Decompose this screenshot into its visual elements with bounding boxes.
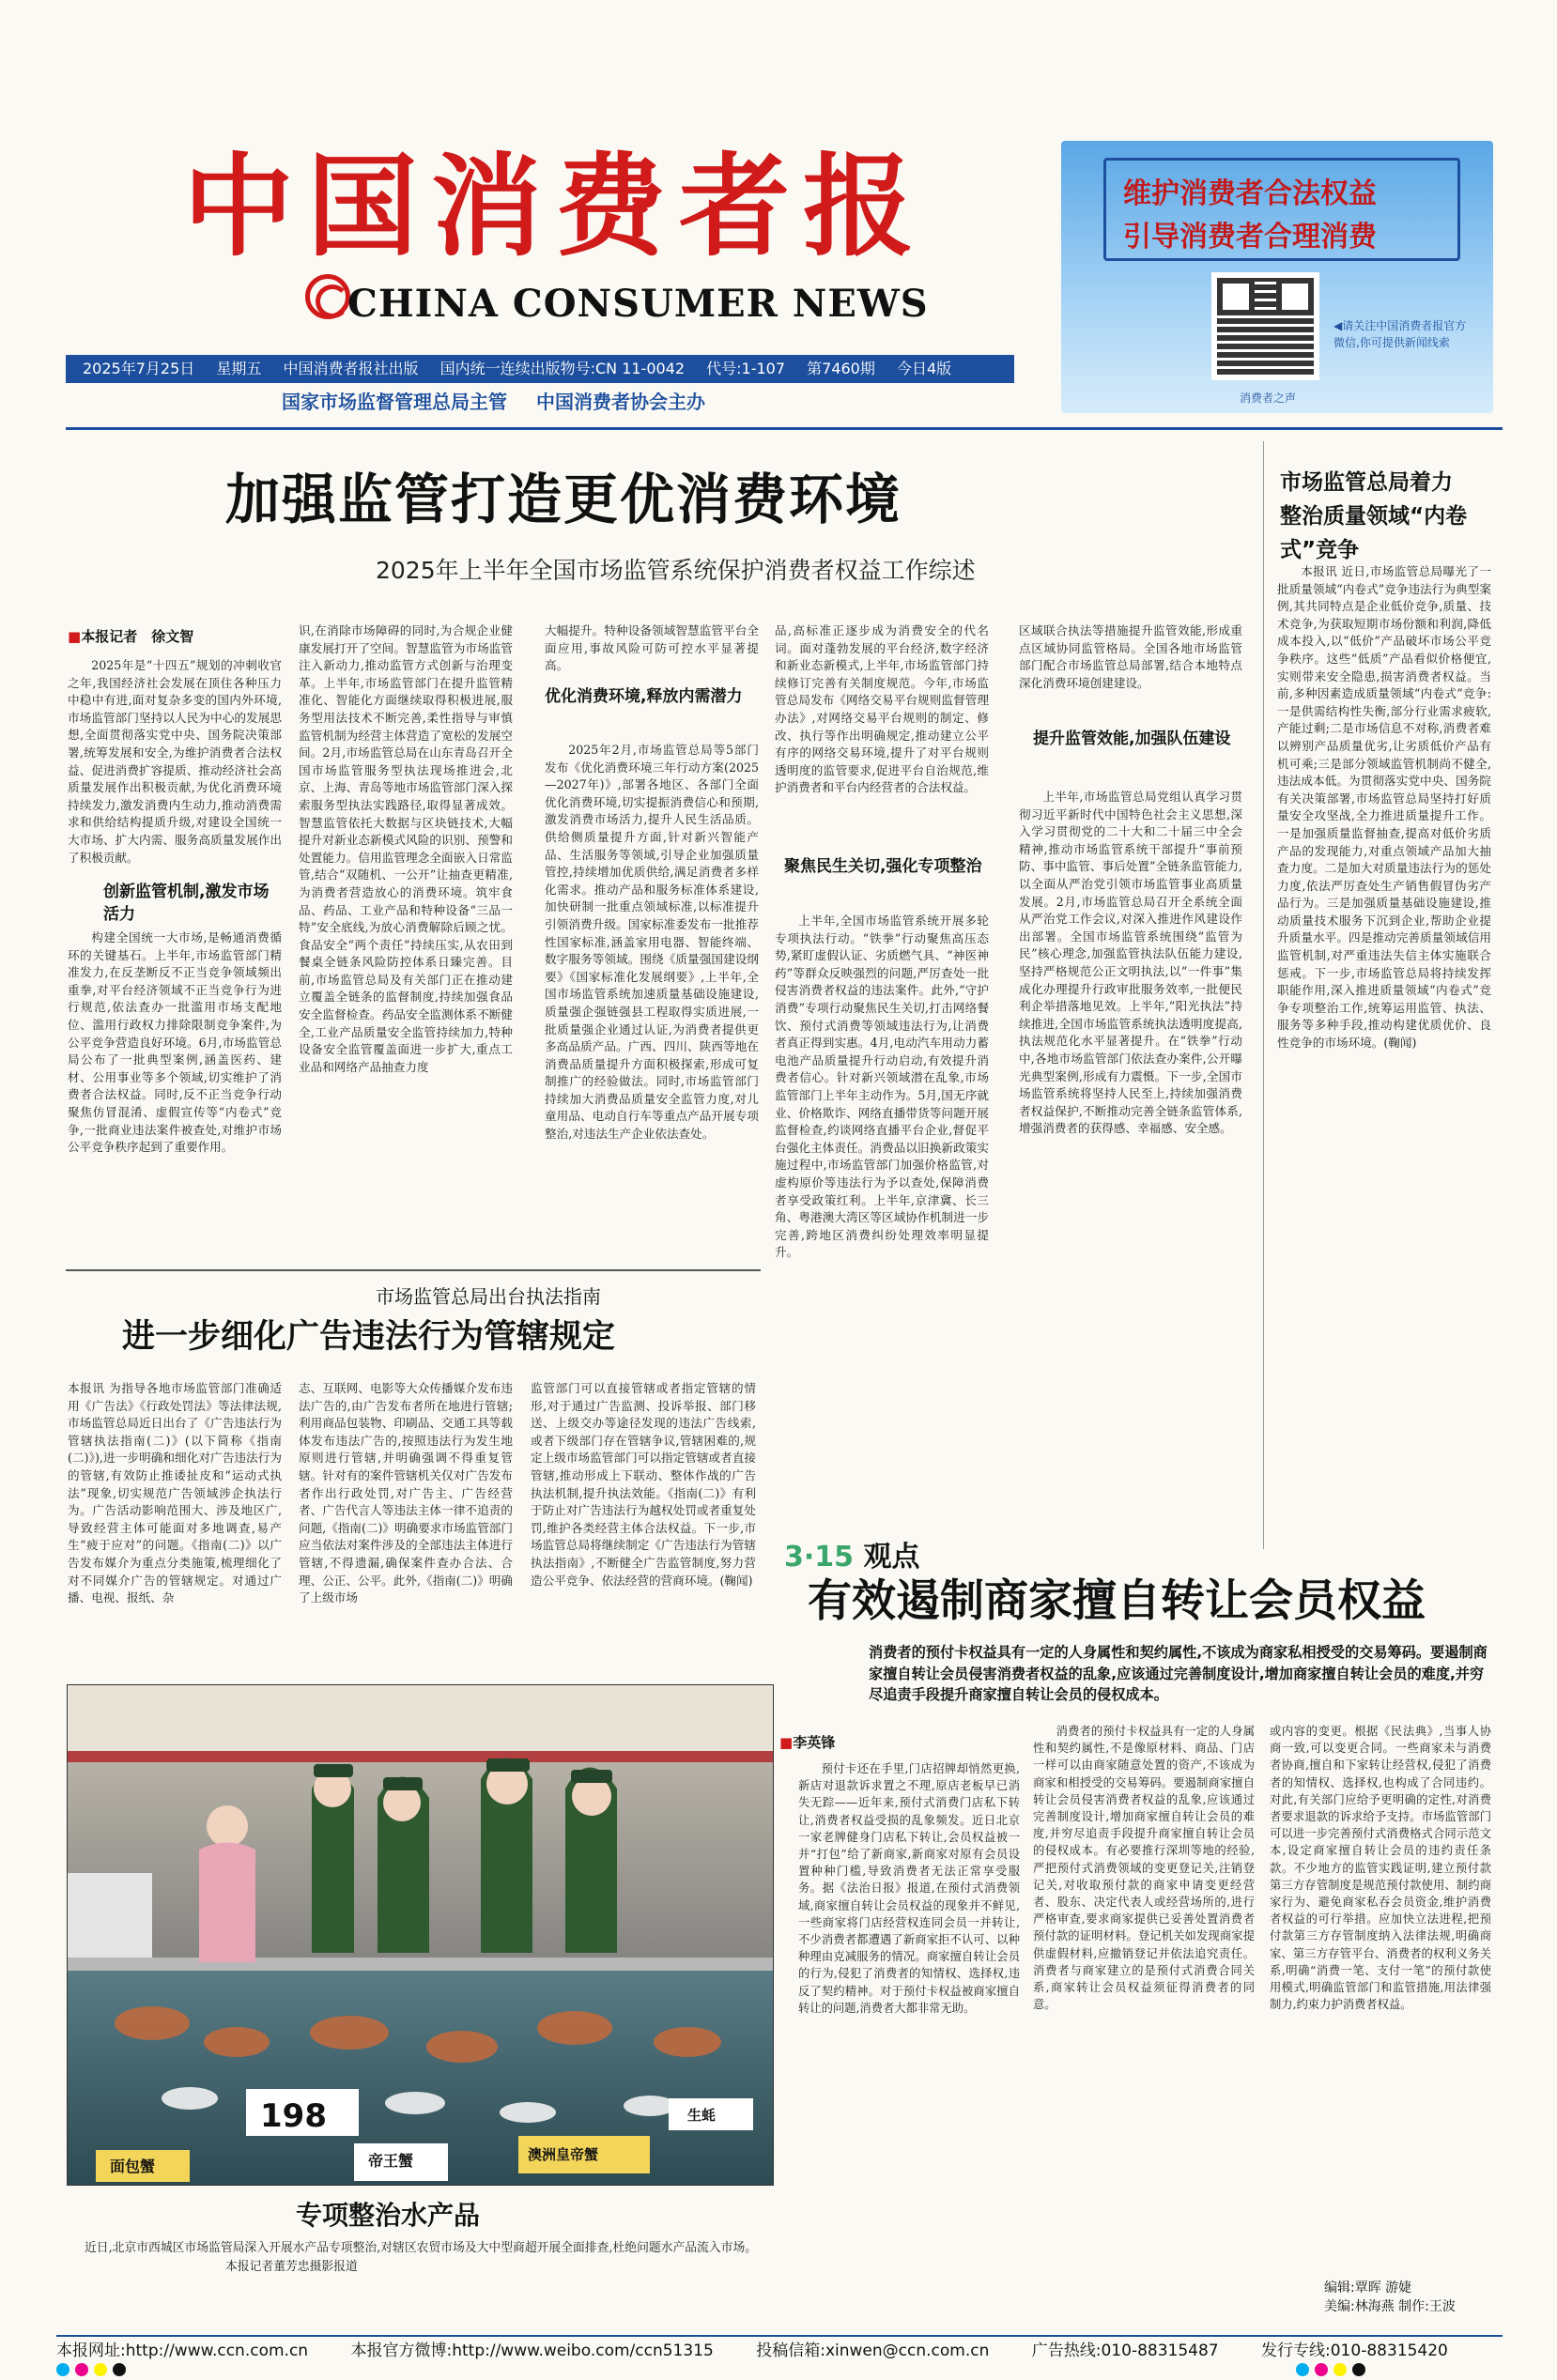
sign-1: 面包蟹: [110, 2157, 156, 2175]
price-sign: 198: [260, 2097, 327, 2135]
issue-weekday: 星期五: [216, 360, 262, 377]
sign-3: 澳洲皇帝蟹: [528, 2146, 599, 2163]
opinion-col1: 预付卡还在手里,门店招牌却悄然更换,新店对退款诉求置之不理,原店老板早已消失无踪——近年来,预付式消费门店私下转让,消费者权益受损的乱象频发。近日北京一家老牌健身门店私下转让,会员权益被一并“打包”给了新商家,新商家对原有会员设置种种门槛,导致消费者无法正常享受服务。据《法治日报》报道,在预付式消费领域,商家擅自转让会员权益的现象并不鲜见,一些商家将门店经营权连同会员一并转让,不少消费者都遭遇了新商家拒不认可、以种种理由克减服务的情况。商家擅自转让会员的行为,侵犯了消费者的知情权、选择权,违反了契约精神。对于预付卡权益被商家擅自转让的问题,消费者大都非常无助。: [798, 1762, 1020, 2015]
issue-number: 第7460期: [807, 360, 875, 377]
footer-web[interactable]: 本报网址:http://www.ccn.com.cn: [56, 2342, 309, 2360]
masthead-title: 中国消费者报: [183, 141, 928, 271]
ccn-logo-icon: [305, 274, 350, 319]
footer-weibo[interactable]: 本报官方微博:http://www.weibo.com/ccn51315: [350, 2342, 714, 2360]
editors: [1324, 2279, 1456, 2316]
promo-banner: [1061, 141, 1493, 413]
main-col5b: 上半年,市场监管总局党组认真学习贯彻习近平新时代中国特色社会主义思想,深入学习贯彻党的二十大和二十届三中全会精神,推动市场监管系统干部提升“事前预防、事中监管、事后处置”全链条监管能力,以全面从严治党引领市场监管事业高质量发展。2月,市场监管总局召开全系统全面从严治党工作会议,对深入推进作风建设作出部署。全国市场监管系统围绕“监管为民”核心理念,加强监管执法队伍能力建设,坚持严格规范公正文明执法,以“一件事”集成化办理提升行政审批服务效率,一批便民利企举措落地见效。上半年,“阳光执法”持续推进,全国市场监管系统执法透明度提高,执法规范化水平显著提升。在“铁拳”行动中,各地市场监管部门依法查办案件,公开曝光典型案例,形成有力震慑。下一步,全国市场监管系统将坚持人民至上,持续加强消费者权益保护,不断推动完善全链条监管体系,增强消费者的获得感、幸福感、安全感。: [1019, 790, 1242, 1136]
main-col4a: 品,高标准正逐步成为消费安全的代名词。面对蓬勃发展的平台经济,数字经济和新业态新模式,上半年,市场监管部门持续修订完善有关制度规范。今年,市场监管总局发布《网络交易平台规则监督管理办法》,对网络交易平台规则的制定、修改、执行等作出明确规定,推动建立公平有序的网络交易环境,提升了对平台规则透明度的监管要求,促进平台自治规范,维护消费者和平台内经营者的合法权益。: [775, 623, 989, 795]
column-divider: [1263, 441, 1264, 1549]
qr-caption: ◀请关注中国消费者报官方微信,你可提供新闻线索: [1333, 319, 1467, 349]
issue-publisher: 中国消费者报社出版: [283, 360, 419, 377]
sidebar-title: 市场监管总局着力整治质量领域“内卷式”竞争: [1280, 470, 1468, 562]
qr-code[interactable]: [1211, 272, 1319, 380]
main-subhead-3: 聚焦民生关切,强化专项整治: [784, 857, 982, 876]
opinion-byline: ■李英锋: [779, 1734, 836, 1751]
photo-caption: 专项整治水产品: [296, 2200, 481, 2231]
masthead-english: CHINA CONSUMER NEWS: [347, 282, 929, 326]
main-col3b: 2025年2月,市场监管总局等5部门发布《优化消费环境三年行动方案(2025—2027年)》,部署各地区、各部门全面优化消费环境,切实提振消费信心和预期,激发消费市场活力,提升人民生活品质。供给侧质量提升方面,针对新兴智能产品、生活服务等领域,引导企业加强质量管控,持续增加优质供给,满足消费者多样化需求。推动产品和服务标准体系建设,加快研制一批重点领域标准,以标准提升引领消费升级。国家标准委发布一批推荐性国家标准,涵盖家用电器、智能终端、数字服务等领域。围绕《质量强国建设纲要》《国家标准化发展纲要》,上半年,全国市场监管系统加速质量基础设施建设,质量强企强链强县工程取得实质进展,一批质量强企业通过认证,为消费者提供更多高品质产品。广西、四川、陕西等地在消费品质量提升方面积极探索,形成可复制推广的经验做法。同时,市场监管部门持续加大消费品质量安全监管力度,对儿童用品、电动自行车等重点产品开展专项整治,对违法生产企业依法查处。: [545, 743, 759, 1142]
promo-slogan-box: [1103, 158, 1460, 261]
opinion-lead: 消费者的预付卡权益具有一定的人身属性和契约属性,不该成为商家私相授受的交易筹码。要遏制商家擅自转让会员侵害消费者权益的乱象,应该通过完善制度设计,增加商家擅自转让会员的难度,并穷尽追责手段提升商家擅自转让会员的侵权成本。: [869, 1644, 1488, 1703]
sponsor-a: 国家市场监督管理总局主管: [282, 391, 507, 413]
footer-ad: 广告热线:010-88315487: [1031, 2342, 1219, 2360]
photo-credit: 本报记者董芳忠摄影报道: [225, 2260, 358, 2274]
print-marks-left: [56, 2363, 126, 2376]
footer-dist: 发行专线:010-88315420: [1261, 2342, 1448, 2360]
ad-col1: 本报讯 为指导各地市场监管部门准确适用《广告法》《行政处罚法》等法律法规,市场监管总局近日出台了《广告违法行为管辖执法指南(二)》(以下简称《指南(二)》),进一步明确和细化对广告违法行为的管辖,有效防止推诿扯皮和“运动式执法”现象,切实规范广告领域涉企执法行为。广告活动影响范围大、涉及地区广,导致经营主体可能面对多地调查,易产生“疲于应对”的问题。《指南(二)》以广告发布媒介为重点分类施策,梳理细化了对不同媒介广告的管辖规定。对通过广播、电视、报纸、杂: [68, 1381, 282, 1605]
header-rule: [66, 427, 1503, 430]
main-col1a: 2025年是“十四五”规划的冲刺收官之年,我国经济社会发展在顶住各种压力中稳中有进,面对复杂多变的国内外环境,市场监管部门坚持以人民为中心的发展思想,全面贯彻落实党中央、国务院决策部署,统筹发展和安全,为维护消费者合法权益、促进消费扩容提质、推动经济社会高质量发展作出积极贡献,为优化消费环境持续发力,激发消费内生动力,推动消费需求和供给结构提质升级,对建设全国统一大市场、扩大内需、服务高质量发展作出了积极贡献。: [68, 658, 282, 865]
opinion-col2: 消费者的预付卡权益具有一定的人身属性和契约属性,不是像原材料、商品、门店一样可以由商家随意处置的资产,不该成为商家和相授受的交易筹码。要遏制商家擅自转让会员侵害消费者权益的乱象,应该通过完善制度设计,增加商家擅自转让会员的难度,并穷尽追责手段提升商家擅自转让会员的侵权成本。有必要推行深圳等地的经验,严把预付式消费领域的变更登记关,注销登记关,对收取预付款的商家申请变更经营者、股东、决定代表人或经营场所的,进行严格审查,要求商家提供已妥善处置消费者预付款的证明材料。登记机关如发现商家提供虚假材料,应撤销登记并依法追究责任。消费者与商家建立的是预付式消费合同关系,商家转让会员权益须征得消费者的同意。: [1033, 1725, 1255, 2012]
main-subhead: 2025年上半年全国市场监管系统保护消费者权益工作综述: [376, 557, 976, 584]
main-subhead-4: 提升监管效能,加强队伍建设: [1033, 729, 1231, 748]
promo-label: 消费者之声: [1240, 392, 1297, 405]
masthead: [66, 103, 1014, 385]
ad-col3: 监管部门可以直接管辖或者指定管辖的情形,对于通过广告监测、投诉举报、部门移送、上级交办等途径发现的违法广告线索,或者下级部门存在管辖争议,管辖困难的,规定上级市场监管部门可以指定管辖或者直接管辖,推动形成上下联动、整体作战的广告执法机制,提升执法效能。《指南(二)》有利于防止对广告违法行为越权处罚或者重复处罚,维护各类经营主体合法权益。下一步,市场监管总局将继续制定《广告违法行为管辖执法指南》,不断健全广告监管制度,努力营造公平竞争、依法经营的营商环境。(鞠闻): [531, 1381, 756, 1588]
main-subhead-2: 优化消费环境,释放内需潜力: [545, 687, 743, 706]
footer-email[interactable]: 投稿信箱:xinwen@ccn.com.cn: [756, 2342, 990, 2360]
sponsor-b: 中国消费者协会主办: [535, 391, 705, 413]
main-col5a: 区域联合执法等措施提升监管效能,形成重点区域协同监管格局。全国各地市场监管部门配合市场监管总局部署,结合本地特点深化消费环境创建建设。: [1019, 623, 1242, 690]
opinion-col3: 或内容的变更。根据《民法典》,当事人协商一致,可以变更合同。一些商家未与消费者协商,擅自和下家转让经营权,侵犯了消费者的知情权、选择权,也构成了合同违约。对此,有关部门应给予更明确的定性,对消费者要求退款的诉求给予支持。市场监管部门可以进一步完善预付式消费格式合同示范文本,设定商家擅自转让会员的违约责任条款。不少地方的监管实践证明,建立预付款第三方存管制度是规范预付款使用、制约商家行为、避免商家私吞会员资金,维护消费者权益的可行举措。应加快立法进程,把预付款第三方存管制度纳入法律法规,明确商家、第三方存管平台、消费者的权利义务关系,明确“消费一笔、支付一笔”的预付款使用模式,明确监管部门和监管措施,用法律强制力,约束力护消费者权益。: [1270, 1725, 1491, 2012]
ad-rule: [66, 1269, 761, 1271]
ad-article-title: 进一步细化广告违法行为管辖规定: [122, 1318, 616, 1356]
editors-art: 美编:林海燕 制作:王波: [1324, 2299, 1456, 2314]
sign-2: 帝王蟹: [368, 2152, 414, 2170]
promo-line1: 维护消费者合法权益: [1123, 177, 1377, 210]
ad-article-kicker: 市场监管总局出台执法指南: [376, 1285, 601, 1308]
footer: [56, 2335, 1503, 2361]
sign-4: 生蚝: [687, 2107, 717, 2124]
main-byline: ■本报记者 徐文智: [68, 628, 194, 645]
issue-info-bar: [66, 355, 1014, 383]
news-photo: [67, 1684, 774, 2186]
sponsors: [282, 387, 728, 414]
promo-line2: 引导消费者合理消费: [1123, 221, 1377, 253]
main-col4b: 上半年,全国市场监管系统开展多轮专项执法行动。“铁拳”行动聚焦高压态势,紧盯虚假认证、劣质燃气具、“神医神药”等群众反映强烈的问题,严厉查处一批侵害消费者权益的违法案件。此外,“守护消费”专项行动聚焦民生关切,打击网络餐饮、预付式消费等领域违法行为,让消费者真正得到实惠。4月,电动汽车用动力蓄电池产品质量提升行动启动,有效提升消费者信心。针对新兴领域潜在乱象,市场监管部门上半年主动作为。5月,国无序就业、价格欺诈、网络直播带货等问题开展监督检查,约谈网络直播平台企业,督促平台强化主体责任。消费品以旧换新政策实施过程中,市场监管部门加强价格监管,对虚构原价等违法行为予以查处,保障消费者享受政策红利。上半年,京津冀、长三角、粤港澳大湾区等区域协作机制进一步完善,跨地区消费纠纷处理效率明显提升。: [775, 914, 989, 1260]
main-col2: 识,在消除市场障碍的同时,为合规企业健康发展打开了空间。智慧监管为市场监管注入新动力,推动监管方式创新与治理变革。上半年,市场监管部门在提升监管精准化、智能化方面继续取得积极进展,服务型用法技术不断完善,柔性指导与审慎监管机制为经营主体营造了宽松的发展空间。2月,市场监管总局在山东青岛召开全国市场监管服务型执法现场推进会,北京、上海、青岛等地市场监管部门深入探索服务型执法实践路径,取得显著成效。智慧监管依托大数据与区块链技术,大幅提升对新业态新模式风险的识别、预警和处置能力。信用监管理念全面嵌入日常监管,结合“双随机、一公开”让抽查更精准,为消费者营造放心的消费环境。筑牢食品、药品、工业产品和特种设备“三品一特”安全底线,为放心消费解除后顾之忧。食品安全“两个责任”持续压实,从农田到餐桌全链条风险防控体系日臻完善。目前,市场监管总局及有关部门正在推动建立覆盖全链条的监督制度,持续加强食品安全监督检查。药品安全监测体系不断健全,工业产品质量安全监管持续加力,特种设备安全监管覆盖面进一步扩大,重点工业品和网络产品抽查力度: [299, 623, 513, 1074]
main-col3a: 大幅提升。特种设备领域智慧监管平台全面应用,事故风险可防可控水平显著提高。: [545, 623, 759, 673]
print-marks-right: [1296, 2363, 1365, 2376]
main-headline: 加强监管打造更优消费环境: [225, 468, 902, 531]
photo-description: 近日,北京市西城区市场监管局深入开展水产品专项整治,对辖区农贸市场及大中型商超开展全面排查,杜绝问题水产品流入市场。本报记者董芳忠摄影报道: [85, 2241, 758, 2274]
issue-date: 2025年7月25日: [83, 360, 195, 377]
ad-col2: 志、互联网、电影等大众传播媒介发布违法广告的,由广告发布者所在地进行管辖;利用商品包装物、印刷品、交通工具等载体发布违法广告的,按照违法行为发生地原则进行管辖,并明确强调不得重复管辖。针对有的案件管辖机关仅对广告发布者作出行政处罚,对广告主、广告经营者、广告代言人等违法主体一律不追责的问题,《指南(二)》明确要求市场监管部门应当依法对案件涉及的全部违法主体进行管辖,不得遗漏,确保案件查办合法、合理、公正、公平。此外,《指南(二)》明确了上级市场: [299, 1381, 513, 1605]
issue-code: 代号:1-107: [706, 360, 786, 377]
opinion-title: 有效遏制商家擅自转让会员权益: [808, 1575, 1426, 1627]
editors-edit: 编辑:覃晖 游婕: [1324, 2280, 1412, 2296]
main-col1b: 构建全国统一大市场,是畅通消费循环的关键基石。上半年,市场监管部门精准发力,在反垄断反不正当竞争领域频出重拳,对平台经济领域不正当竞争行为进行规范,依法查办一批滥用市场支配地位、滥用行政权力排除限制竞争案件,为公平竞争营造良好环境。6月,市场监管总局公布了一批典型案例,涵盖医药、建材、公用事业等多个领域,切实维护了消费者合法权益。同时,反不正当竞争行动聚焦仿冒混淆、虚假宣传等“内卷式”竞争,一批商业违法案件被查处,对维护市场公平竞争秩序起到了重要作用。: [68, 930, 282, 1155]
issue-cn: 国内统一连续出版物号:CN 11-0042: [439, 360, 686, 377]
sidebar-text: 本报讯 近日,市场监管总局曝光了一批质量领域“内卷式”竞争违法行为典型案例,其共同特点是企业低价竞争,质量、技术竞争,为获取短期市场份额和利润,降低成本投入,以“低价”产品破坏市场公平竞争秩序。这些“低质”产品看似价格便宜,实则带来安全隐患,损害消费者权益。当前,多种因素造成质量领域“内卷式”竞争:一是供需结构性失衡,部分行业需求疲软,产能过剩;二是市场信息不对称,消费者难以辨别产品质量优劣,让劣质低价产品有机可乘;三是部分领域监管机制尚不健全,违法成本低。为贯彻落实党中央、国务院有关决策部署,市场监管总局坚持打好质量安全攻坚战,全力推进质量提升工作。一是加强质量监督抽查,提高对低价劣质产品的发现能力,对重点领域产品加大抽查力度。二是加大对质量违法行为的惩处力度,依法严厉查处生产销售假冒伪劣产品行为。三是加强质量基础设施建设,推动质量技术服务下沉到企业,帮助企业提升质量水平。四是推动完善质量领域信用监管机制,对严重违法失信主体实施联合惩戒。下一步,市场监管总局将持续发挥职能作用,深入推进质量领域“内卷式”竞争专项整治工作,统筹运用监管、执法、服务等多种手段,推动构建优质优价、良性竞争的市场环境。(鞠闻): [1277, 564, 1491, 1051]
main-subhead-1: 创新监管机制,激发市场活力: [103, 883, 270, 924]
opinion-label: 3·15 观点: [784, 1541, 920, 1574]
issue-pages: 今日4版: [896, 360, 952, 377]
